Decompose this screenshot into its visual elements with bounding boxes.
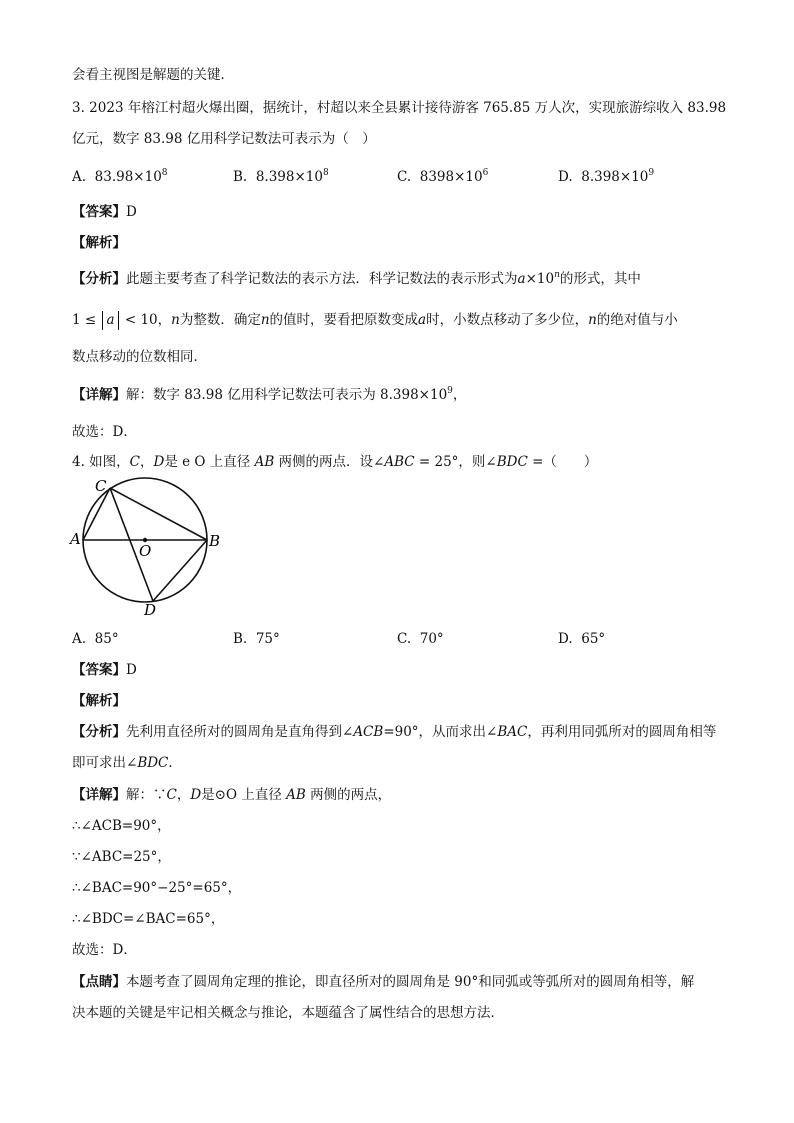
math-var: BDC xyxy=(496,454,528,470)
option-label: C. xyxy=(397,631,412,647)
math-exponent: 9 xyxy=(447,386,453,396)
text-run: 解：数字 83.98 亿用科学记数法可表示为 8.398×10 xyxy=(126,387,448,403)
answer-value: D xyxy=(126,204,137,220)
math-var: a xyxy=(517,271,526,287)
text-run: 时，小数点移动了多少位， xyxy=(426,312,589,328)
math-var: AB xyxy=(286,787,306,803)
xiangjie-tag: 【详解】 xyxy=(72,387,126,403)
text-run: 是 e O 上直径 xyxy=(164,454,255,470)
text-run: ． xyxy=(168,755,182,771)
q3-fenxi-line3: 数点移动的位数相同． xyxy=(72,349,207,365)
math-var: n xyxy=(588,312,597,328)
math-var: a xyxy=(418,312,427,328)
math-var: C xyxy=(129,454,141,470)
math-var: D xyxy=(190,787,202,803)
text-run: < 10， xyxy=(120,312,172,328)
text-run: ×10 xyxy=(525,271,555,287)
q3-fenxi-line1 xyxy=(72,270,641,288)
text-run: 即可求出∠ xyxy=(72,755,138,771)
answer-tag: 【答案】 xyxy=(72,662,126,678)
option-label: A. xyxy=(72,169,87,185)
q4-step-2: ∵∠ABC=25°， xyxy=(72,849,171,865)
option-label: D. xyxy=(558,631,573,647)
option-exponent: 9 xyxy=(648,168,655,178)
q4-option-d xyxy=(558,630,605,648)
text-run: 此题主要考查了科学记数法的表示方法．科学记数法的表示形式为 xyxy=(126,271,518,287)
option-text: 70° xyxy=(419,631,444,647)
math-var: n xyxy=(171,312,180,328)
q3-xiangjie xyxy=(72,386,466,404)
label-b: B xyxy=(209,532,221,550)
text-run: 解：∵ xyxy=(126,787,167,803)
q4-stem xyxy=(72,453,597,471)
text-run: 的绝对值与小 xyxy=(596,312,678,328)
math-exponent: n xyxy=(554,270,560,280)
text-run: 4. 如图， xyxy=(72,454,130,470)
q4-fenxi-line2 xyxy=(72,754,182,772)
text-run: 1 ≤ xyxy=(72,312,101,328)
q3-choose: 故选：D． xyxy=(72,424,137,440)
option-exponent: 8 xyxy=(161,168,168,178)
absolute-value: a xyxy=(102,311,118,330)
q4-option-a xyxy=(72,630,119,648)
segment-ac xyxy=(83,488,110,540)
label-a: A xyxy=(70,530,81,548)
xiangjie-tag: 【详解】 xyxy=(72,787,126,803)
text-run: ， xyxy=(452,387,467,403)
label-c: C xyxy=(95,477,107,495)
option-label: B. xyxy=(233,631,248,647)
q3-fenxi-line2 xyxy=(72,311,678,330)
math-var: ACB xyxy=(353,724,384,740)
math-var: ABC xyxy=(384,454,415,470)
option-label: B. xyxy=(233,169,248,185)
text-run: 本题考查了圆周角定理的推论，即直径所对的圆周角是 90°和同弧或等弧所对的圆周角相等，解 xyxy=(126,974,695,990)
option-text: 85° xyxy=(94,631,119,647)
q4-fenxi-line1 xyxy=(72,723,716,741)
text-run: 的形式，其中 xyxy=(559,271,641,287)
circle-figure xyxy=(66,474,226,622)
q3-analysis-tag: 【解析】 xyxy=(72,235,126,251)
math-var: BAC xyxy=(497,724,528,740)
q3-option-a xyxy=(72,168,168,186)
q3-stem-line1: 3. 2023 年榕江村超火爆出圈，据统计，村超以来全县累计接待游客 765.85 万人次，实现旅游综收入 83.98 xyxy=(72,100,727,116)
label-d: D xyxy=(144,601,157,619)
q4-xiangjie xyxy=(72,786,391,804)
q4-step-3: ∴∠BAC=90°−25°=65°， xyxy=(72,880,242,896)
q4-option-c xyxy=(397,630,444,648)
q3-option-c xyxy=(397,168,488,186)
q4-choose: 故选：D． xyxy=(72,942,137,958)
option-text: 75° xyxy=(255,631,280,647)
fenxi-tag: 【分析】 xyxy=(72,271,126,287)
q3-stem-line2: 亿元，数字 83.98 亿用科学记数法可表示为（ ） xyxy=(72,131,376,147)
q3-option-b xyxy=(233,168,329,186)
q3-option-d xyxy=(558,168,654,186)
option-label: D. xyxy=(558,169,573,185)
text-run: 先利用直径所对的圆周角是直角得到∠ xyxy=(126,724,354,740)
option-text: 8.398×10 xyxy=(581,169,649,185)
math-var: C xyxy=(166,787,177,803)
q4-option-b xyxy=(233,630,280,648)
option-exponent: 8 xyxy=(322,168,329,178)
q3-answer xyxy=(72,203,137,221)
fenxi-tag: 【分析】 xyxy=(72,724,126,740)
text-run: 为整数．确定 xyxy=(179,312,261,328)
option-label: C. xyxy=(397,169,412,185)
q4-step-4: ∴∠BDC=∠BAC=65°， xyxy=(72,911,225,927)
text-run: = 25°，则∠ xyxy=(414,454,497,470)
dianjing-tag: 【点睛】 xyxy=(72,974,126,990)
answer-value: D xyxy=(126,662,137,678)
text-run: =90°，从而求出∠ xyxy=(383,724,498,740)
option-text: 83.98×10 xyxy=(94,169,162,185)
segment-cb xyxy=(110,488,207,540)
q4-dianjing-line1 xyxy=(72,973,694,991)
label-o: O xyxy=(139,542,152,560)
text-run: ， xyxy=(176,787,191,803)
q4-analysis-tag: 【解析】 xyxy=(72,693,126,709)
q4-answer xyxy=(72,661,137,679)
math-var: BDC xyxy=(137,755,169,771)
q4-step-1: ∴∠ACB=90°， xyxy=(72,818,171,834)
text-run: 是⊙O 上直径 xyxy=(201,787,287,803)
text-run: 两侧的两点．设∠ xyxy=(274,454,385,470)
math-var: D xyxy=(153,454,165,470)
option-label: A. xyxy=(72,631,87,647)
math-var: n xyxy=(260,312,270,328)
option-text: 8398×10 xyxy=(419,169,483,185)
option-text: 8.398×10 xyxy=(255,169,323,185)
answer-tag: 【答案】 xyxy=(72,204,126,220)
q4-dianjing-line2: 决本题的关键是牢记相关概念与推论，本题蕴含了属性结合的思想方法． xyxy=(72,1005,504,1021)
math-var: AB xyxy=(254,454,275,470)
text-run: =（ ） xyxy=(527,454,598,470)
text-run: ， xyxy=(140,454,154,470)
option-exponent: 6 xyxy=(482,168,489,178)
option-text: 65° xyxy=(581,631,606,647)
text-run: 的值时，要看把原数变成 xyxy=(269,312,419,328)
intro-line: 会看主视图是解题的关键． xyxy=(72,67,234,83)
text-run: ，再利用同弧所对的圆周角相等 xyxy=(527,724,717,740)
text-run: 两侧的两点， xyxy=(305,787,392,803)
